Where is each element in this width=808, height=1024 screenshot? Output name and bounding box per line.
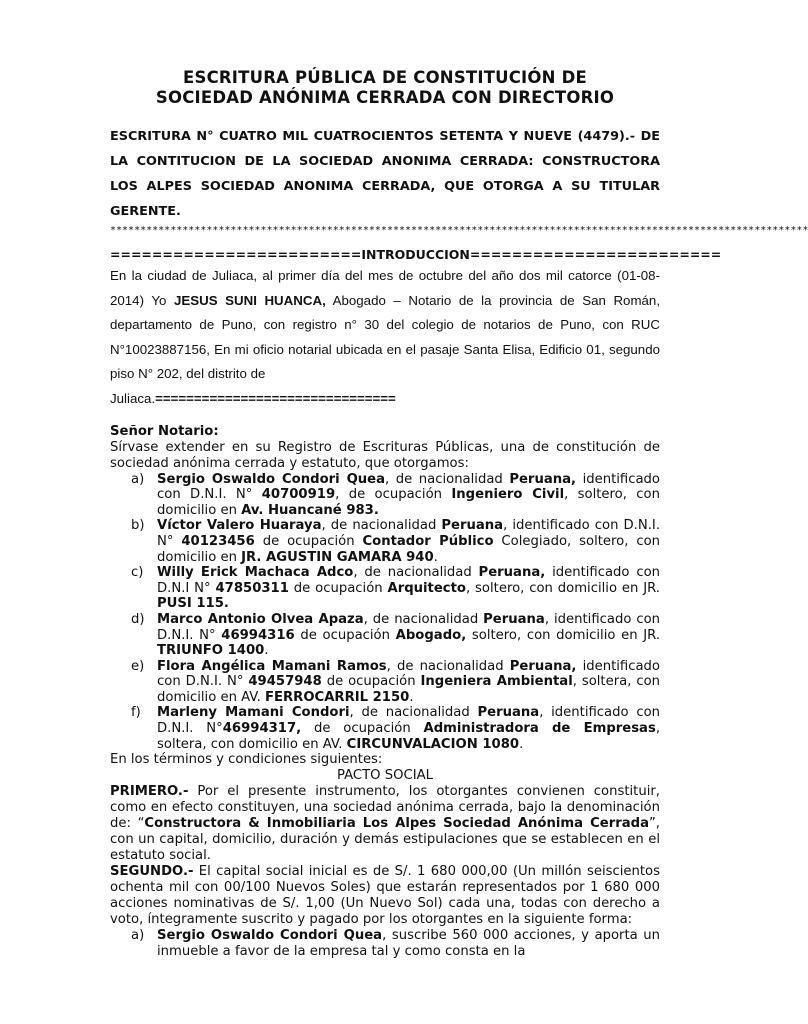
party-text: , soltera, con domicilio en AV. (157, 674, 660, 705)
party-nationality: Peruana, (509, 658, 577, 674)
party-text: , soltera, con domicilio en AV. (157, 721, 661, 752)
party-text: , identificado con D.N.I. N° (157, 518, 661, 549)
list-item (110, 472, 660, 519)
pacto-social-heading: PACTO SOCIAL (337, 768, 433, 784)
party-name: Willy Erick Machaca Adco (157, 565, 354, 581)
party-text: . (264, 643, 269, 659)
party-name: Marleny Mamani Condori (157, 705, 350, 721)
list-marker: a) (131, 471, 145, 487)
intro-text-2: Abogado – Notario de la provincia de San Román, departamento de Puno, con registro n° 30 del colegio de notarios de Puno, con RUC N°10023887156, En mi oficio notarial ubicada en el pasaje Santa Elisa, Edificio 01, segundo piso N° 202, del distrito de (110, 292, 661, 382)
party-text: de ocupación (288, 580, 388, 596)
party-address: PUSI 115. (157, 596, 229, 612)
clause-text: El capital social inicial es de S/. 1 680 000,00 (Un millón seiscientos ochenta mil con 00/100 Nuevos Soles) que estarán representados por 1 680 000 acciones nominativas de S/. 1,00 (Un Nuevo Sol) cada una, todas con derecho a voto, íntegramente suscrito y pagado por los otorgantes en la siguiente forma: (110, 864, 660, 928)
intro-tail-rule: =============================== (155, 390, 396, 406)
party-occupation: Abogado, (395, 627, 467, 643)
list-marker: e) (131, 658, 145, 674)
intro-last-line (110, 387, 660, 412)
party-text: , de nacionalidad (386, 658, 510, 674)
subscription-text: , suscribe 560 000 acciones, y aporta un inmueble a favor de la empresa tal y como consta en la (157, 928, 660, 959)
party-dni: 49457948 (248, 674, 322, 690)
list-item (110, 659, 660, 706)
list-item (110, 705, 660, 752)
party-dni: 46994317, (222, 721, 302, 737)
party-name: Marco Antonio Olvea Apaza (157, 611, 364, 627)
document-page (110, 0, 808, 959)
clause-text: ”, con un capital, domicilio, duración y demás estipulaciones que se establecen en el estatuto social. (110, 816, 660, 864)
parties-list (110, 472, 660, 753)
list-item (110, 518, 660, 565)
party-name: Sergio Oswaldo Condori Quea (157, 928, 383, 944)
party-nationality: Peruana (483, 611, 545, 627)
party-nationality: Peruana (477, 705, 540, 721)
party-occupation: Administradora de Empresas (423, 721, 656, 737)
intro-heading: ========================INTRODUCCION======================== (110, 247, 722, 262)
clause-primero (110, 784, 660, 864)
party-address: TRIUNFO 1400 (157, 643, 265, 659)
request-paragraph: Sírvase extender en su Registro de Escrituras Públicas, una de constitución de sociedad anónima cerrada y estatuto, que otorgamos: (110, 439, 660, 471)
party-nationality: Peruana, (478, 565, 546, 581)
party-dni: 46994316 (221, 627, 295, 643)
party-nationality: Peruana (441, 518, 504, 534)
party-address: Av. Huancané 983. (241, 502, 379, 518)
party-text: , de nacionalidad (349, 705, 478, 721)
party-text: , de ocupación (335, 487, 452, 503)
party-text: identificado con D.N.I. N° (157, 658, 660, 690)
party-text: , de nacionalidad (385, 471, 510, 487)
party-address: CIRCUNVALACION 1080 (346, 736, 520, 752)
intro-text-1: En la ciudad de Juliaca, al primer día del mes de octubre del año dos mil catorce (01-08-2014) Yo (110, 268, 660, 308)
clause-segundo (110, 864, 660, 928)
list-marker: b) (131, 518, 145, 534)
party-occupation: Ingeniero Civil (451, 487, 565, 503)
party-text: , de nacionalidad (321, 518, 442, 534)
party-text: . (409, 689, 414, 705)
party-text: Colegiado, soltero, con domicilio en (157, 533, 661, 565)
clause-text: Por el presente instrumento, los otorgantes convienen constituir, como en efecto constituyen, una sociedad anónima cerrada, bajo la denominación de: “ (110, 784, 660, 832)
escritura-header: ESCRITURA N° CUATRO MIL CUATROCIENTOS SETENTA Y NUEVE (4479).- DE LA CONTITUCION DE LA SOCIEDAD ANONIMA CERRADA: CONSTRUCTORA LOS ALPES SOCIEDAD ANONIMA CERRADA, QUE OTORGA A SU TITULAR GERENTE. (110, 129, 660, 219)
party-text: identificado con D.N.I N° (157, 565, 660, 596)
party-name: Flora Angélica Mamani Ramos (157, 658, 387, 674)
asterisk-rule: ******************************************************************************************************************** (110, 225, 808, 236)
party-text: de ocupación (294, 627, 396, 643)
list-marker: f) (131, 705, 141, 721)
list-marker: c) (131, 565, 144, 581)
party-text: identificado con D.N.I. N° (157, 471, 660, 503)
party-text: , identificado con D.N.I. N° (157, 611, 661, 643)
intro-text-3: Juliaca. (110, 390, 156, 406)
party-text: soltero, con domicilio en JR. (466, 627, 661, 643)
company-name: Constructora & Inmobiliaria Los Alpes Sociedad Anónima Cerrada (144, 816, 649, 832)
list-marker: a) (131, 928, 145, 944)
party-dni: 40123456 (181, 533, 255, 549)
party-text: , de nacionalidad (363, 611, 484, 627)
list-item (110, 612, 660, 659)
clause-label: PRIMERO.- (110, 784, 189, 800)
title-line-2: SOCIEDAD ANÓNIMA CERRADA CON DIRECTORIO (155, 88, 615, 107)
document-title (110, 68, 660, 108)
party-text: de ocupación (301, 721, 424, 737)
party-text: . (433, 549, 438, 565)
party-text: . (519, 736, 524, 752)
party-nationality: Peruana, (509, 471, 577, 487)
party-text: , soltero, con domicilio en (157, 487, 660, 518)
terms-line: En los términos y condiciones siguientes: (110, 752, 383, 768)
notary-name: JESUS SUNI HUANCA, (173, 292, 326, 308)
party-name: Víctor Valero Huaraya (157, 518, 322, 534)
party-occupation: Contador Público (362, 533, 494, 549)
salutation: Señor Notario: (110, 423, 219, 439)
party-address: FERROCARRIL 2150 (265, 689, 410, 705)
party-occupation: Arquitecto (387, 580, 466, 596)
list-item (110, 565, 660, 612)
subscription-list (110, 928, 660, 959)
party-dni: 47850311 (215, 580, 289, 596)
party-dni: 40700919 (261, 487, 336, 503)
party-name: Sergio Oswaldo Condori Quea (157, 471, 386, 487)
party-text: , soltero, con domicilio en JR. (466, 580, 661, 596)
party-occupation: Ingeniera Ambiental (420, 674, 573, 690)
party-text: , de nacionalidad (353, 565, 479, 581)
party-address: JR. AGUSTIN GAMARA 940 (241, 549, 434, 565)
party-text: de ocupación (321, 674, 421, 690)
list-marker: d) (131, 611, 145, 627)
intro-paragraph (110, 264, 660, 412)
clause-label: SEGUNDO.- (110, 864, 194, 880)
list-item (110, 928, 660, 959)
party-text: de ocupación (254, 533, 363, 549)
title-line-1: ESCRITURA PÚBLICA DE CONSTITUCIÓN DE (183, 68, 587, 87)
party-text: , identificado con D.N.I. N° (157, 705, 660, 737)
